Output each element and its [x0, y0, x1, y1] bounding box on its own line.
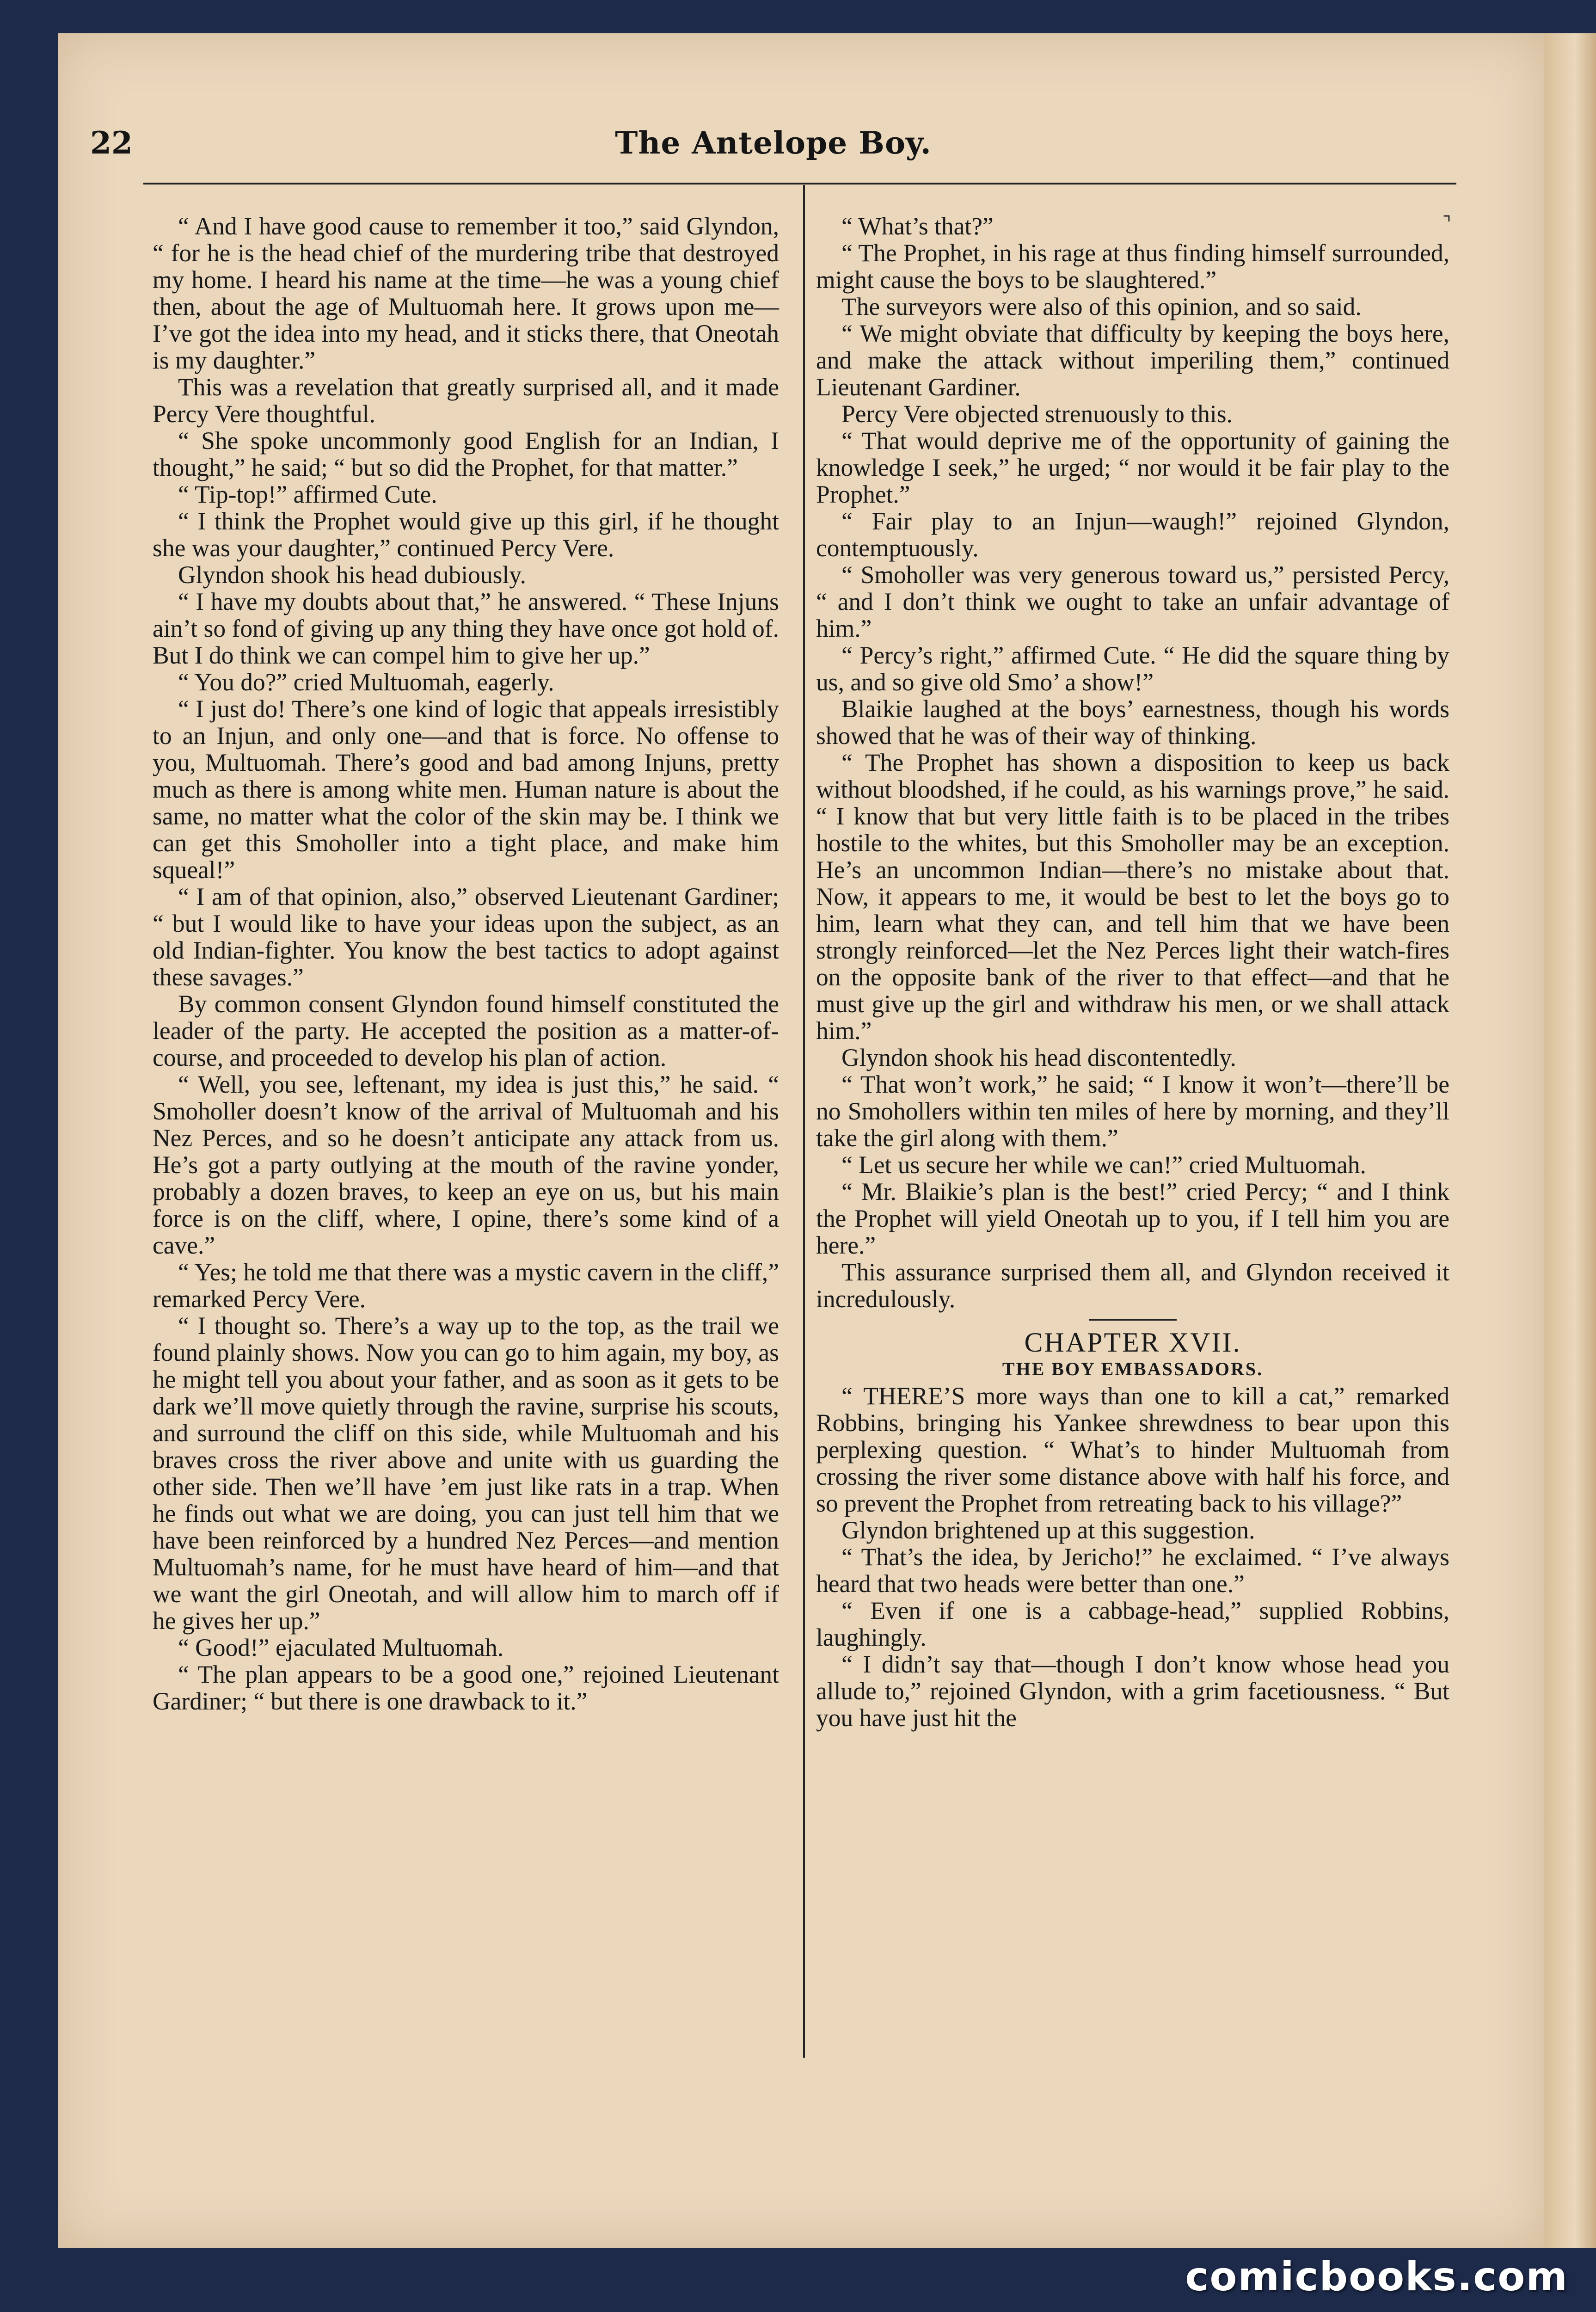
paragraph: “ Well, you see, leftenant, my idea is just this,” he said. “ Smoholler doesn’t know of the arrival of Multuomah and his Nez Perces, and so he doesn’t anticipate any attack from us. He’s got a party outlying at the mouth of the ravine yonder, probably a dozen braves, to keep an eye on us, but his main force is on the cliff, where, I opine, there’s some kind of a cave.”: [153, 1070, 779, 1259]
paragraph: Glyndon shook his head discontentedly.: [841, 1044, 1236, 1071]
paragraph: Blaikie laughed at the boys’ earnestness, though his words showed that he was of their way of thinking.: [816, 695, 1449, 750]
paragraph: “ Tip-top!” affirmed Cute.: [178, 480, 437, 508]
paragraph: “ Let us secure her while we can!” cried Multuomah.: [841, 1151, 1366, 1179]
paragraph: “ I have my doubts about that,” he answered. “ These Injuns ain’t so fond of giving up any thing they have once got hold of. But I do think we can compel him to give her up.”: [153, 588, 779, 669]
paragraph: “ Yes; he told me that there was a mystic cavern in the cliff,” remarked Percy Vere.: [153, 1258, 779, 1313]
paragraph: “ The Prophet has shown a disposition to keep us back without bloodshed, if he could, as his warnings prove,” he said. “ I know that but very little faith is to be placed in the tribes hostile to the whites, but this Smoholler may be an exception. He’s an uncommon Indian—there’s no mistake about that. Now, it appears to me, it would be best to let the boys go to him, learn what they can, and tell him that we have been strongly reinforced—let the Nez Perces light their watch-fires on the opposite bank of the river to that effect—and that he must give up the girl and withdraw his men, or we shall attack him.”: [816, 749, 1449, 1045]
paragraph: “ I didn’t say that—though I don’t know whose head you allude to,” rejoined Glyndon, with a grim facetiousness. “ But you have just hit the: [816, 1650, 1449, 1732]
watermark: comicbooks.com: [1185, 2254, 1568, 2300]
corner-mark: ⌝: [1443, 213, 1451, 234]
chapter-rule: [1089, 1319, 1177, 1321]
paragraph: “ The Prophet, in his rage at thus finding himself surrounded, might cause the boys to be slaughtered.”: [816, 239, 1449, 294]
paragraph: “ She spoke uncommonly good English for an Indian, I thought,” he said; “ but so did the Prophet, for that matter.”: [153, 427, 779, 481]
paragraph: “ Good!” ejaculated Multuomah.: [178, 1634, 504, 1661]
running-title: The Antelope Boy.: [615, 125, 932, 161]
paragraph: “ Even if one is a cabbage-head,” supplied Robbins, laughingly.: [816, 1597, 1449, 1651]
paragraph: “ That’s the idea, by Jericho!” he exclaimed. “ I’ve always heard that two heads were better than one.”: [816, 1543, 1449, 1598]
paragraph: “ The plan appears to be a good one,” rejoined Lieutenant Gardiner; “ but there is one drawback to it.”: [153, 1660, 779, 1715]
paragraph: This assurance surprised them all, and Glyndon received it incredulously.: [816, 1258, 1449, 1313]
paragraph: “ THERE’S more ways than one to kill a cat,” remarked Robbins, bringing his Yankee shrewdness to bear upon this perplexing question. “ What’s to hinder Multuomah from crossing the river some distance above with half his force, and so prevent the Prophet from retreating back to his village?”: [816, 1382, 1449, 1517]
paragraph: “ I think the Prophet would give up this girl, if he thought she was your daughter,” continued Percy Vere.: [153, 507, 779, 562]
paragraph: Glyndon brightened up at this suggestion.: [841, 1516, 1255, 1544]
page-number: 22: [90, 125, 133, 161]
chapter-title: CHAPTER XVII.: [1024, 1327, 1241, 1358]
paragraph: “ Fair play to an Injun—waugh!” rejoined Glyndon, contemptuously.: [816, 507, 1449, 562]
page-edge: [1544, 33, 1596, 2248]
paragraph: “ You do?” cried Multuomah, eagerly.: [178, 668, 554, 696]
paragraph: “ That won’t work,” he said; “ I know it won’t—there’ll be no Smohollers within ten miles of here by morning, and they’ll take the girl along with them.”: [816, 1070, 1449, 1152]
paragraph: “ What’s that?”: [841, 212, 994, 240]
paragraph: Glyndon shook his head dubiously.: [178, 561, 526, 589]
paragraph: This was a revelation that greatly surprised all, and it made Percy Vere thoughtful.: [153, 373, 779, 428]
paragraph: Percy Vere objected strenuously to this.: [841, 400, 1233, 428]
paragraph: The surveyors were also of this opinion, and so said.: [841, 293, 1362, 320]
paragraph: “ And I have good cause to remember it too,” said Glyndon, “ for he is the head chief of the murdering tribe that destroyed my home. I heard his name at the time—he was a young chief then, about the age of Multuomah here. It grows upon me—I’ve got the idea into my head, and it sticks there, that Oneotah is my daughter.”: [153, 212, 779, 374]
paragraph: “ Smoholler was very generous toward us,” persisted Percy, “ and I don’t think we ought to take an unfair advantage of him.”: [816, 561, 1449, 642]
paragraph: “ That would deprive me of the opportunity of gaining the knowledge I seek,” he urged; “ nor would it be fair play to the Prophet.”: [816, 427, 1449, 508]
paragraph: “ I am of that opinion, also,” observed Lieutenant Gardiner; “ but I would like to have your ideas upon the subject, as an old Indian-fighter. You know the best tactics to adopt against these savages.”: [153, 883, 779, 991]
paragraph: “ Mr. Blaikie’s plan is the best!” cried Percy; “ and I think the Prophet will yield Oneotah up to you, if I tell him you are here.”: [816, 1178, 1449, 1259]
left-column: [153, 213, 779, 1715]
paragraph: “ I just do! There’s one kind of logic that appeals irresistibly to an Injun, and only one—and that is force. No offense to you, Multuomah. There’s good and bad among Injuns, pretty much as there is among white men. Human nature is about the same, no matter what the color of the skin may be. I think we can get this Smoholler into a tight place, and make him squeal!”: [153, 695, 779, 884]
paragraph: “ Percy’s right,” affirmed Cute. “ He did the square thing by us, and so give old Smo’ a show!”: [816, 641, 1449, 696]
chapter-subtitle: THE BOY EMBASSADORS.: [1002, 1359, 1264, 1379]
column-divider: [803, 185, 805, 2058]
paragraph: “ I thought so. There’s a way up to the top, as the trail we found plainly shows. Now you can go to him again, my boy, as he might tell you about your father, and as soon as it gets to be dark we’ll move quietly through the ravine, surprise his scouts, and surround the cliff on this side, while Multuomah and his braves cross the river above and unite with us guarding the other side. Then we’ll have ’em just like rats in a trap. When he finds out what we are doing, you can just tell him that we have been reinforced by a hundred Nez Perces—and mention Multuomah’s name, for he must have heard of him—and that we want the girl Oneotah, and will allow him to march off if he gives her up.”: [153, 1312, 779, 1635]
right-column: [816, 213, 1449, 1731]
page-header: [90, 125, 1456, 176]
paragraph: By common consent Glyndon found himself constituted the leader of the party. He accepted the position as a matter-of-course, and proceeded to develop his plan of action.: [153, 990, 779, 1071]
paragraph: “ We might obviate that difficulty by keeping the boys here, and make the attack without imperiling them,” continued Lieutenant Gardiner.: [816, 320, 1449, 401]
header-rule: [143, 183, 1456, 184]
